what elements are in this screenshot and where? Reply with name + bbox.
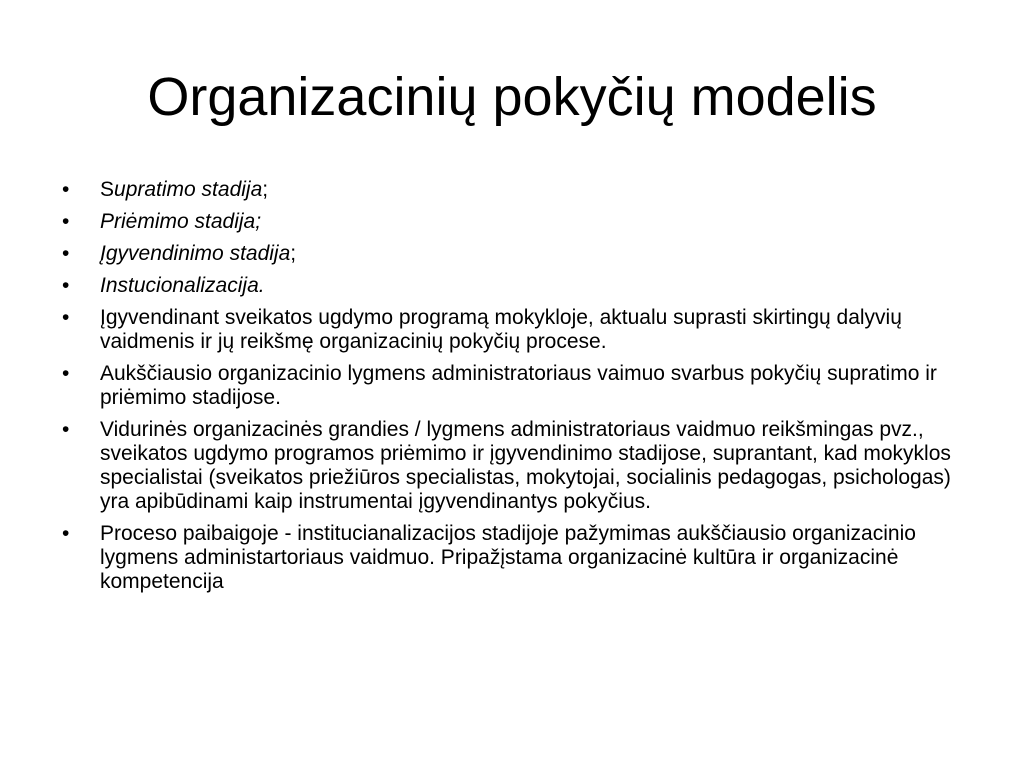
list-item — [62, 362, 972, 410]
item-italic-text: upratimo stadija — [114, 178, 263, 201]
bullet-icon: • — [62, 362, 70, 385]
slide-title: Organizacinių pokyčių modelis — [147, 67, 877, 127]
bullet-icon: • — [62, 178, 70, 201]
list-item — [62, 242, 972, 266]
list-item — [62, 210, 972, 234]
list-item — [62, 522, 972, 594]
item-text: Proceso paibaigoje - institucianalizacijos stadijoje pažymimas aukščiausio organizacinio lygmens administartoriaus vaidmuo. Pripažįstama organizacinė kultūra ir organizacinė kompetencija — [100, 522, 916, 593]
list-item — [62, 274, 972, 298]
item-suffix: ; — [262, 178, 269, 201]
item-italic-text: Instucionalizacija. — [100, 274, 265, 297]
bullet-icon: • — [62, 522, 70, 545]
item-text: Vidurinės organizacinės grandies / lygmens administratoriaus vaidmuo reikšmingas pvz., sveikatos ugdymo programos priėmimo ir įgyvendinimo stadijose, suprantant, kad mokyklos specialistai (sveikatos priežiūros specialistas, mokytojai, socialinis pedagogas, psichologas) yra apibūdinami kaip instrumentai įgyvendinantys pokyčius. — [100, 418, 951, 513]
item-italic-text: Įgyvendinimo stadija — [100, 242, 291, 265]
list-item — [62, 418, 972, 514]
item-suffix: ; — [290, 242, 297, 265]
bullet-icon: • — [62, 418, 70, 441]
list-item — [62, 306, 972, 354]
bullet-icon: • — [62, 274, 70, 297]
item-text: Įgyvendinant sveikatos ugdymo programą mokykloje, aktualu suprasti skirtingų dalyvių vaidmenis ir jų reikšmę organizacinių pokyčių procese. — [100, 306, 902, 353]
item-italic-text: Priėmimo stadija; — [100, 210, 262, 233]
bullet-icon: • — [62, 242, 70, 265]
bullet-list — [62, 178, 972, 602]
bullet-icon: • — [62, 306, 70, 329]
list-item — [62, 178, 972, 202]
bullet-icon: • — [62, 210, 70, 233]
item-prefix: S — [100, 178, 115, 201]
item-text: Aukščiausio organizacinio lygmens administratoriaus vaimuo svarbus pokyčių supratimo ir priėmimo stadijose. — [100, 362, 937, 409]
